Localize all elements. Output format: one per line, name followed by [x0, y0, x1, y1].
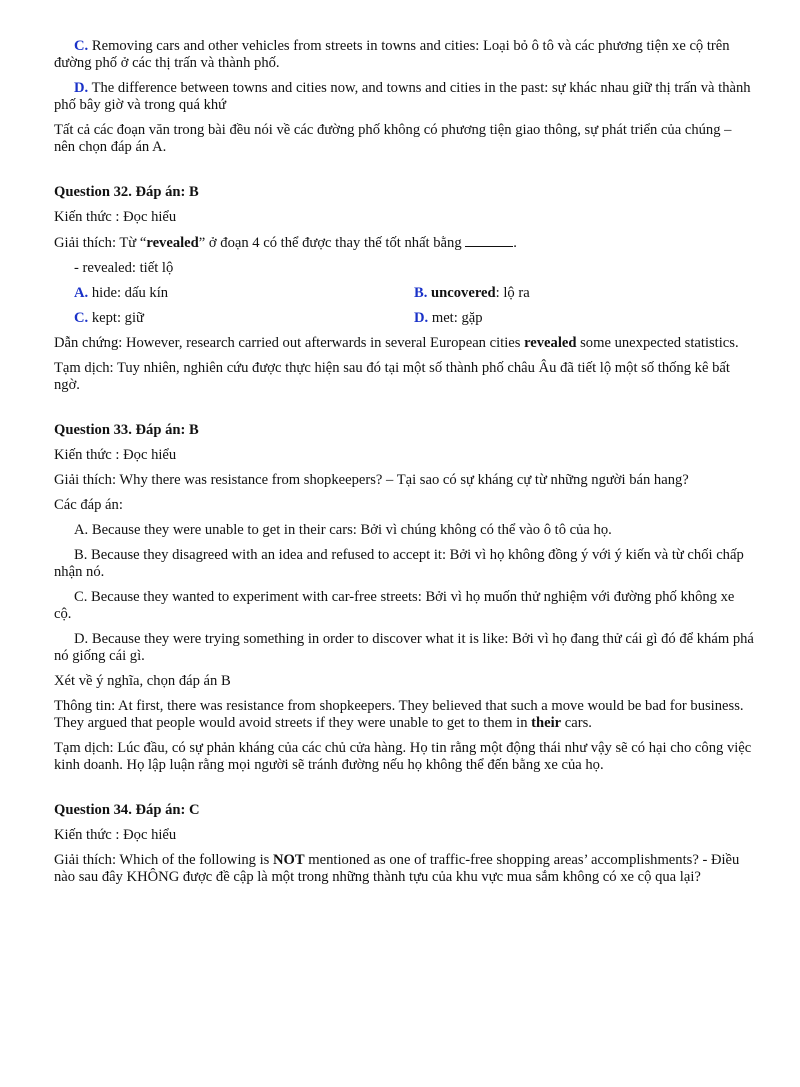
q32-option-c: C. kept: giữ	[74, 310, 144, 326]
q33-option-d: D. Because they were trying something in order to discover what it is like: Bởi vì họ đang thử cái gì đó để khám phá nó giống cái gì.	[54, 631, 754, 664]
q33-topic: Kiến thức : Đọc hiểu	[54, 447, 177, 463]
q32-option-b: B. uncovered: lộ ra	[414, 285, 530, 301]
q33-option-b: B. Because they disagreed with an idea and refused to accept it: Bởi vì họ không đồng ý với ý kiến và từ chối chấp nhận nó.	[54, 547, 744, 580]
q32-definition: - revealed: tiết lộ	[74, 260, 174, 276]
q34-topic: Kiến thức : Đọc hiểu	[54, 827, 177, 843]
q32-evidence: Dẫn chứng: However, research carried out afterwards in several European cities revealed some unexpected statistics.	[54, 335, 739, 351]
q33-translation: Tạm dịch: Lúc đầu, có sự phản kháng của các chủ cửa hàng. Họ tin rằng một động thái như vậy sẽ có hại cho công việc kinh doanh. Họ lập luận rằng mọi người sẽ tránh đường nếu họ không thể đến bằng xe của họ.	[54, 740, 752, 773]
question-32-heading: Question 32. Đáp án: B	[54, 184, 199, 200]
q33-conclusion: Xét về ý nghĩa, chọn đáp án B	[54, 673, 231, 689]
question-33-heading: Question 33. Đáp án: B	[54, 422, 199, 438]
q33-options-label: Các đáp án:	[54, 497, 123, 513]
question-34-heading: Question 34. Đáp án: C	[54, 802, 200, 818]
q32-translation: Tạm dịch: Tuy nhiên, nghiên cứu được thực hiện sau đó tại một số thành phố châu Âu đã tiết lộ một số thống kê bất ngờ.	[54, 360, 730, 393]
summary-text: Tất cả các đoạn văn trong bài đều nói về các đường phố không có phương tiện giao thông, sự phát triển của chúng – nên chọn đáp án A.	[54, 122, 732, 155]
answer-blank	[465, 234, 513, 247]
q33-info: Thông tin: At first, there was resistance from shopkeepers. They believed that such a move would be bad for business. They argued that people would avoid streets if they were unable to get to them in their cars.	[54, 698, 744, 731]
q32-option-a: A. hide: dấu kín	[74, 285, 169, 301]
option-c-explanation: C. Removing cars and other vehicles from streets in towns and cities: Loại bỏ ô tô và các phương tiện xe cộ trên đường phố ở các thị trấn và thành phố.	[54, 38, 730, 71]
q33-explanation: Giải thích: Why there was resistance from shopkeepers? – Tại sao có sự kháng cự từ những người bán hang?	[54, 472, 689, 488]
q33-option-a: A. Because they were unable to get in their cars: Bởi vì chúng không có thể vào ô tô của họ.	[74, 522, 612, 538]
document-page	[54, 38, 754, 894]
q34-explanation: Giải thích: Which of the following is NOT mentioned as one of traffic-free shopping areas’ accomplishments? - Điều nào sau đây KHÔNG được đề cập là một trong những thành tựu của khu vực mua sắm không có xe cộ qua lại?	[54, 852, 740, 885]
option-d-explanation: D. The difference between towns and cities now, and towns and cities in the past: sự khác nhau giữ thị trấn và thành phố bây giờ và trong quá khứ	[54, 80, 751, 113]
q32-topic: Kiến thức : Đọc hiểu	[54, 209, 177, 225]
q32-option-d: D. met: gặp	[414, 310, 483, 326]
q32-options	[74, 285, 754, 327]
q33-option-c: C. Because they wanted to experiment with car-free streets: Bởi vì họ muốn thử nghiệm với đường phố không xe cộ.	[54, 589, 735, 622]
q32-explanation: Giải thích: Từ “revealed” ở đoạn 4 có thể được thay thế tốt nhất bằng .	[54, 235, 517, 251]
